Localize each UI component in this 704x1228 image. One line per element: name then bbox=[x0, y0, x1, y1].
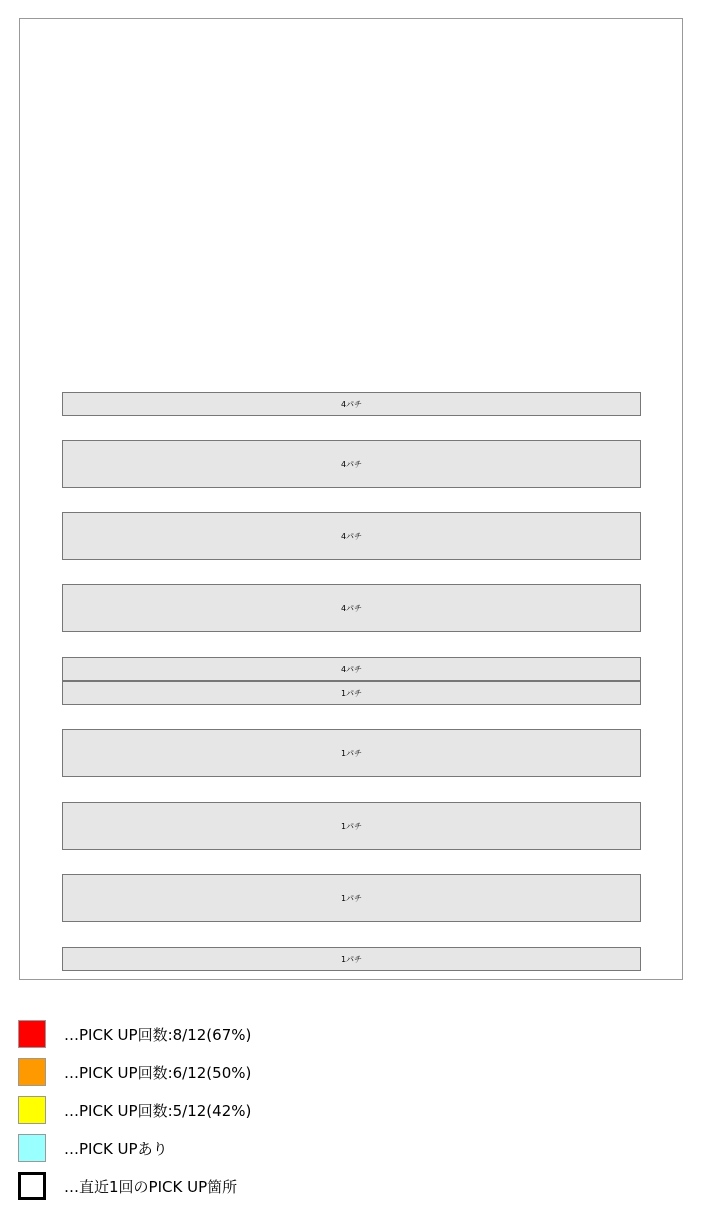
legend-item-yellow bbox=[18, 1094, 418, 1126]
legend-item-orange bbox=[18, 1056, 418, 1088]
legend-label-red: …PICK UP回数:8/12(67%) bbox=[64, 1026, 252, 1044]
legend-label-yellow: …PICK UP回数:5/12(42%) bbox=[64, 1102, 252, 1120]
cyan-swatch bbox=[18, 1134, 46, 1162]
round-island bbox=[540, 128, 642, 234]
bank-1pachi-3: 1パチ bbox=[62, 802, 641, 850]
bank-1pachi-4: 1パチ bbox=[62, 874, 641, 922]
bank-4pachi-3: 4パチ bbox=[62, 512, 641, 560]
bank-4pachi-4: 4パチ bbox=[62, 584, 641, 632]
legend-item-frame bbox=[18, 1170, 418, 1202]
red-swatch bbox=[18, 1020, 46, 1048]
bank-4pachi-1: 4パチ bbox=[62, 392, 641, 416]
legend-label-orange: …PICK UP回数:6/12(50%) bbox=[64, 1064, 252, 1082]
bank-4pachi-5: 4パチ bbox=[62, 657, 641, 681]
frame-swatch bbox=[18, 1172, 46, 1200]
bank-1pachi-1: 1パチ bbox=[62, 681, 641, 705]
bank-1pachi-5: 1パチ bbox=[62, 947, 641, 971]
bank-1pachi-2: 1パチ bbox=[62, 729, 641, 777]
bank-4pachi-2: 4パチ bbox=[62, 440, 641, 488]
legend-label-frame: …直近1回のPICK UP箇所 bbox=[64, 1178, 238, 1196]
legend-item-red bbox=[18, 1018, 418, 1050]
yellow-swatch bbox=[18, 1096, 46, 1124]
orange-swatch bbox=[18, 1058, 46, 1086]
legend-label-cyan: …PICK UPあり bbox=[64, 1140, 168, 1158]
legend-item-cyan bbox=[18, 1132, 418, 1164]
